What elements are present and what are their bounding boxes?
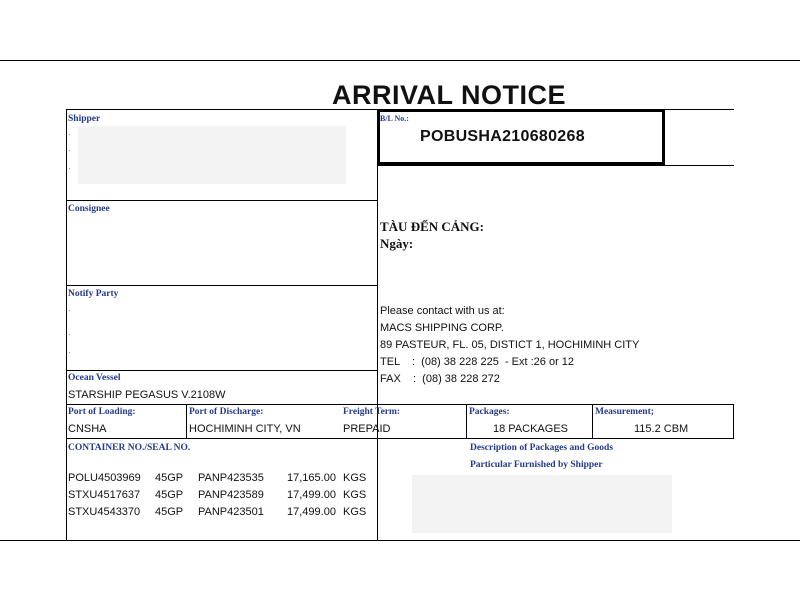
port-of-loading-label: Port of Loading: — [68, 407, 136, 417]
ocean-vessel-label: Ocean Vessel — [68, 373, 121, 383]
particulars-label: Particular Furnished by Shipper — [470, 460, 603, 470]
notify-line-marker-2: · — [68, 330, 71, 339]
measurement-value: 115.2 CBM — [634, 423, 689, 435]
notify-party-label: Notify Party — [68, 289, 119, 299]
page-bottom-border — [0, 540, 800, 541]
container-weight: 17,165.00 — [287, 472, 336, 484]
container-seal: PANP423535 — [198, 472, 264, 484]
container-seal: PANP423501 — [198, 506, 264, 518]
document-title: ARRIVAL NOTICE — [332, 80, 567, 110]
container-weight: 17,499.00 — [287, 506, 336, 518]
arrival-notice-document — [66, 60, 734, 540]
arrival-date-label: Ngày: — [380, 236, 414, 251]
container-weight: 17,499.00 — [287, 489, 336, 501]
rule-ports-bottom — [66, 438, 734, 439]
container-number: STXU4517637 — [68, 489, 141, 501]
shipper-line-marker-3: · — [68, 164, 71, 173]
container-weight-unit: KGS — [343, 506, 367, 518]
frame-right-line — [733, 404, 734, 438]
ports-divider-2 — [466, 404, 467, 438]
freight-term-value: PREPAID — [343, 423, 391, 435]
contact-fax: FAX : (08) 38 228 272 — [380, 373, 500, 385]
container-type: 45GP — [155, 506, 184, 518]
freight-term-label: Freight Term: — [343, 407, 401, 417]
bl-number-value: POBUSHA210680268 — [420, 128, 585, 145]
bl-number-box — [378, 110, 665, 165]
port-of-discharge-label: Port of Discharge: — [189, 407, 264, 417]
container-number: STXU4543370 — [68, 506, 141, 518]
measurement-label: Measurement; — [595, 407, 654, 417]
container-type: 45GP — [155, 472, 184, 484]
packages-label: Packages: — [469, 407, 510, 417]
bl-number-label: B/L No.: — [380, 114, 409, 123]
column-divider — [377, 109, 378, 540]
container-seal-label: CONTAINER NO./SEAL NO. — [68, 443, 191, 453]
notify-line-marker-3: · — [68, 348, 71, 357]
port-of-loading-value: CNSHA — [68, 423, 107, 435]
rule-notify-bottom — [66, 370, 377, 371]
notify-line-marker-1: · — [68, 306, 71, 315]
rule-shipper-bottom — [66, 200, 377, 201]
arrival-port-label: TÀU ĐẾN CẢNG: — [380, 219, 484, 234]
container-seal: PANP423589 — [198, 489, 264, 501]
consignee-label: Consignee — [68, 204, 110, 214]
container-row — [66, 506, 377, 522]
contact-company: MACS SHIPPING CORP. — [380, 322, 504, 334]
rule-right-top — [377, 165, 734, 166]
shipper-line-marker-1: · — [68, 130, 71, 139]
rule-consignee-bottom — [66, 285, 377, 286]
container-row — [66, 472, 377, 488]
container-type: 45GP — [155, 489, 184, 501]
ports-divider-1 — [186, 404, 187, 438]
packages-value: 18 PACKAGES — [493, 423, 568, 435]
contact-tel: TEL : (08) 38 228 225 - Ext :26 or 12 — [380, 356, 575, 368]
ocean-vessel-value: STARSHIP PEGASUS V.2108W — [68, 389, 226, 401]
description-redacted-area — [412, 475, 672, 533]
container-weight-unit: KGS — [343, 489, 367, 501]
description-label: Description of Packages and Goods — [470, 443, 614, 453]
contact-intro: Please contact with us at: — [380, 305, 505, 317]
rule-vessel-bottom — [66, 404, 734, 405]
contact-address: 89 PASTEUR, FL. 05, DISTICT 1, HOCHIMINH CITY — [380, 339, 640, 351]
port-of-discharge-value: HOCHIMINH CITY, VN — [189, 423, 301, 435]
shipper-line-marker-2: · — [68, 146, 71, 155]
ports-divider-3 — [592, 404, 593, 438]
shipper-redacted-area — [78, 126, 346, 184]
shipper-label: Shipper — [68, 114, 101, 124]
container-weight-unit: KGS — [343, 472, 367, 484]
container-row — [66, 489, 377, 505]
container-number: POLU4503969 — [68, 472, 141, 484]
